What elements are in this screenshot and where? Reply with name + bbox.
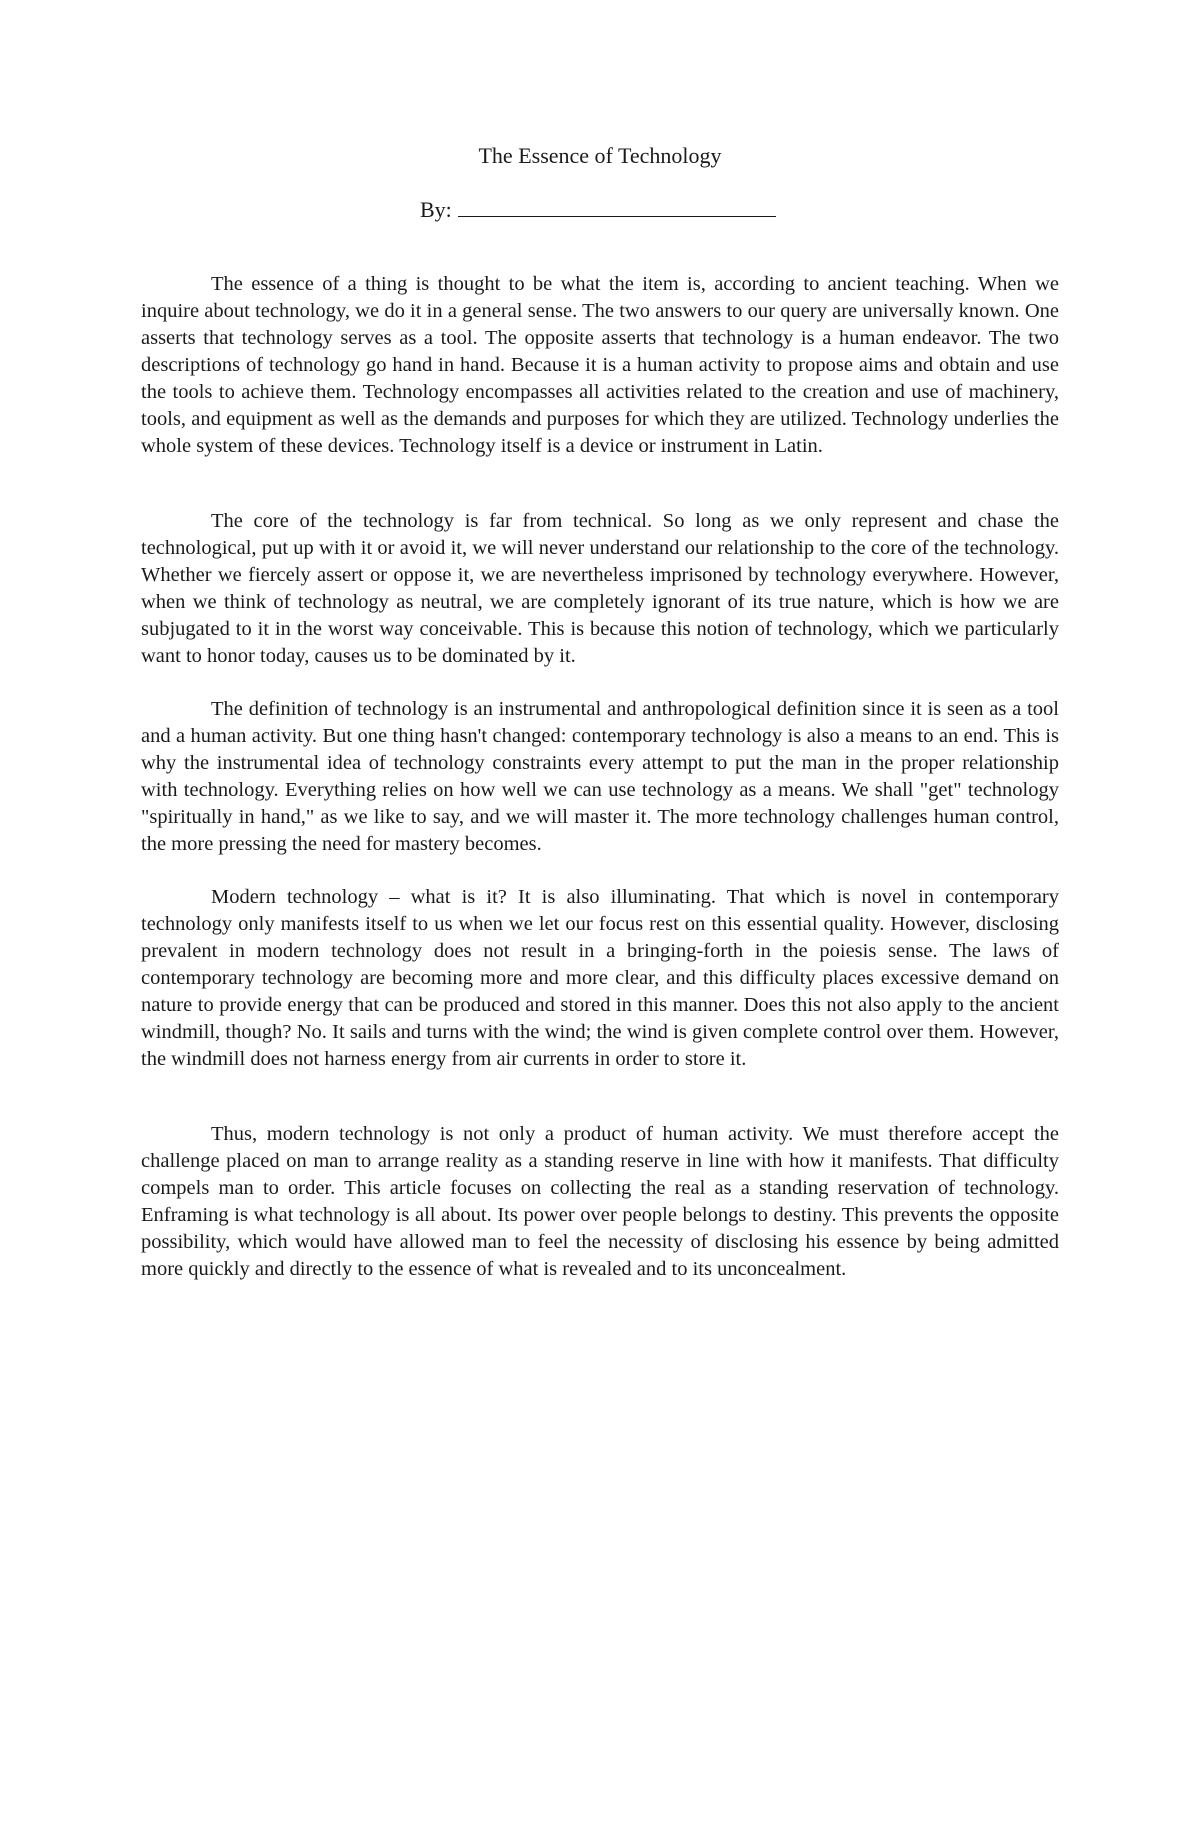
paragraph-text: The definition of technology is an instrumental and anthropological definition since it is seen as a tool and a human activity. But one thing hasn't changed: contemporary technology is also a means to an end. This is why the instrumental idea of technology constraints every attempt to put the man in the proper relationship with technology. Everything relies on how well we can use technology as a means. We shall "get" technology "spiritually in hand," as we like to say, and we will master it. The more technology challenges human control, the more pressing the need for mastery becomes. bbox=[141, 698, 1059, 855]
paragraph-text: The essence of a thing is thought to be what the item is, according to ancient teaching. When we inquire about technology, we do it in a general sense. The two answers to our query are universally known. One asserts that technology serves as a tool. The opposite asserts that technology is a human endeavor. The two descriptions of technology go hand in hand. Because it is a human activity to propose aims and obtain and use the tools to achieve them. Technology encompasses all activities related to the creation and use of machinery, tools, and equipment as well as the demands and purposes for which they are utilized. Technology underlies the whole system of these devices. Technology itself is a device or instrument in Latin. bbox=[141, 273, 1059, 457]
paragraph-text: Thus, modern technology is not only a product of human activity. We must therefore accept the challenge placed on man to arrange reality as a standing reserve in line with how it manifests. That difficulty compels man to order. This article focuses on collecting the real as a standing reservation of technology. Enframing is what technology is all about. Its power over people belongs to destiny. This prevents the opposite possibility, which would have allowed man to feel the necessity of disclosing his essence by being admitted more quickly and directly to the essence of what is revealed and to its unconcealment. bbox=[141, 1123, 1059, 1280]
paragraph-text: The core of the technology is far from technical. So long as we only represent and chase the technological, put up with it or avoid it, we will never understand our relationship to the core of the technology. Whether we fiercely assert or oppose it, we are nevertheless imprisoned by technology everywhere. However, when we think of technology as neutral, we are completely ignorant of its true nature, which is how we are subjugated to it in the worst way conceivable. This is because this notion of technology, which we particularly want to honor today, causes us to be dominated by it. bbox=[141, 510, 1059, 667]
paragraph-text: Modern technology – what is it? It is also illuminating. That which is novel in contemporary technology only manifests itself to us when we let our focus rest on this essential quality. However, disclosing prevalent in modern technology does not result in a bringing-forth in the poiesis sense. The laws of contemporary technology are becoming more and more clear, and this difficulty places excessive demand on nature to provide energy that can be produced and stored in this manner. Does this not also apply to the ancient windmill, though? No. It sails and turns with the wind; the wind is given complete control over them. However, the windmill does not harness energy from air currents in order to store it. bbox=[141, 886, 1059, 1070]
paragraph-3 bbox=[141, 696, 1059, 858]
paragraph-4 bbox=[141, 884, 1059, 1073]
author-blank-line bbox=[458, 194, 776, 217]
byline bbox=[420, 194, 776, 224]
document-title: The Essence of Technology bbox=[478, 143, 722, 168]
paragraph-1 bbox=[141, 271, 1059, 460]
paragraph-5 bbox=[141, 1121, 1059, 1283]
paragraph-2 bbox=[141, 508, 1059, 670]
byline-label: By: bbox=[420, 197, 452, 222]
